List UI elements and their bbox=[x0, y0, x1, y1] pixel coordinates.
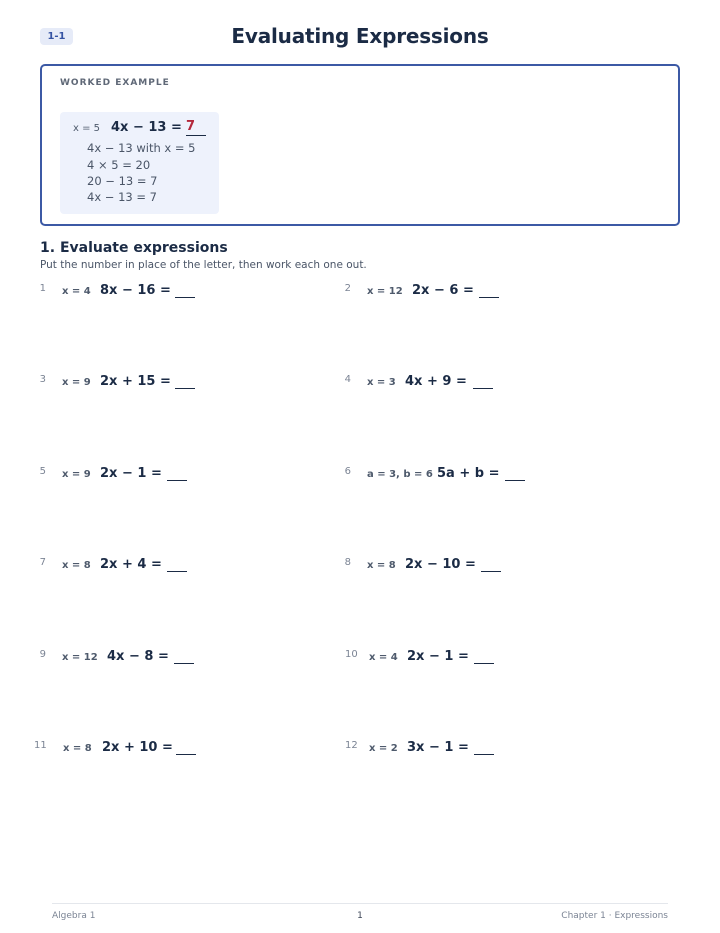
problem-variable: x = 12 bbox=[62, 652, 98, 663]
problem-number: 3 bbox=[39, 374, 46, 385]
problem-expression: 4x − 8 = bbox=[107, 649, 169, 664]
problem-variable: x = 4 bbox=[62, 286, 91, 297]
worked-example-step: 20 − 13 = 7 bbox=[87, 174, 158, 188]
problem-expression: 8x − 16 = bbox=[100, 283, 171, 298]
section-title: Evaluate expressions bbox=[59, 240, 228, 256]
problem-expression: 2x − 1 = bbox=[100, 466, 162, 481]
problem-number: 2 bbox=[344, 283, 351, 294]
worked-example-answer: 7 bbox=[186, 119, 206, 136]
lesson-badge: 1-1 bbox=[40, 28, 73, 45]
problem-expression: 3x − 1 = bbox=[407, 740, 469, 755]
problem-number: 7 bbox=[39, 557, 46, 568]
worked-example-step: 4 × 5 = 20 bbox=[87, 158, 151, 172]
answer-blank[interactable] bbox=[474, 663, 494, 664]
answer-blank[interactable] bbox=[505, 480, 525, 481]
answer-blank[interactable] bbox=[481, 571, 501, 572]
answer-blank[interactable] bbox=[479, 297, 499, 298]
section-heading bbox=[40, 240, 228, 256]
page-title: Evaluating Expressions bbox=[231, 24, 489, 48]
problem-number: 12 bbox=[345, 740, 358, 751]
problem-variable: x = 8 bbox=[63, 743, 92, 754]
problem-expression: 5a + b = bbox=[437, 466, 500, 481]
problem-number: 1 bbox=[39, 283, 46, 294]
problem-variable: x = 2 bbox=[369, 743, 398, 754]
problem-variable: x = 9 bbox=[62, 469, 91, 480]
problem-expression: 2x + 15 = bbox=[100, 374, 171, 389]
footer-divider bbox=[52, 903, 668, 904]
problem-number: 9 bbox=[39, 649, 46, 660]
answer-blank[interactable] bbox=[473, 388, 493, 389]
problem-expression: 2x − 6 = bbox=[412, 283, 474, 298]
problem-variable: a = 3, b = 6 bbox=[367, 469, 433, 480]
worked-example-step: 4x − 13 with x = 5 bbox=[87, 141, 196, 155]
worked-example-label: WORKED EXAMPLE bbox=[60, 78, 170, 88]
worked-example-card bbox=[40, 64, 680, 226]
problem-variable: x = 9 bbox=[62, 377, 91, 388]
problem-variable: x = 8 bbox=[62, 560, 91, 571]
answer-blank[interactable] bbox=[175, 297, 195, 298]
problem-expression: 2x + 4 = bbox=[100, 557, 162, 572]
worked-example-step: 4x − 13 = 7 bbox=[87, 190, 157, 204]
section-number: 1. bbox=[40, 240, 56, 256]
problem-number: 4 bbox=[344, 374, 351, 385]
problem-number: 6 bbox=[344, 466, 351, 477]
worked-example-box bbox=[60, 112, 219, 214]
answer-blank[interactable] bbox=[167, 480, 187, 481]
problem-variable: x = 3 bbox=[367, 377, 396, 388]
worked-example-variable: x = 5 bbox=[73, 123, 101, 134]
answer-blank[interactable] bbox=[174, 663, 194, 664]
problem-number: 5 bbox=[39, 466, 46, 477]
answer-blank[interactable] bbox=[167, 571, 187, 572]
problem-expression: 2x − 10 = bbox=[405, 557, 476, 572]
problem-number: 11 bbox=[34, 740, 47, 751]
problem-variable: x = 4 bbox=[369, 652, 398, 663]
answer-blank[interactable] bbox=[474, 754, 494, 755]
answer-blank[interactable] bbox=[176, 754, 196, 755]
footer-chapter: Chapter 1 · Expressions bbox=[561, 911, 668, 921]
problem-expression: 2x + 10 = bbox=[102, 740, 173, 755]
problem-number: 8 bbox=[344, 557, 351, 568]
section-instruction: Put the number in place of the letter, then work each one out. bbox=[40, 259, 367, 271]
problem-variable: x = 12 bbox=[367, 286, 403, 297]
problem-expression: 4x + 9 = bbox=[405, 374, 467, 389]
answer-blank[interactable] bbox=[175, 388, 195, 389]
problem-number: 10 bbox=[345, 649, 358, 660]
footer-course: Algebra 1 bbox=[52, 911, 96, 921]
problem-variable: x = 8 bbox=[367, 560, 396, 571]
problem-expression: 2x − 1 = bbox=[407, 649, 469, 664]
footer-page-number: 1 bbox=[357, 911, 363, 921]
worked-example-expression: 4x − 13 = bbox=[111, 120, 182, 135]
